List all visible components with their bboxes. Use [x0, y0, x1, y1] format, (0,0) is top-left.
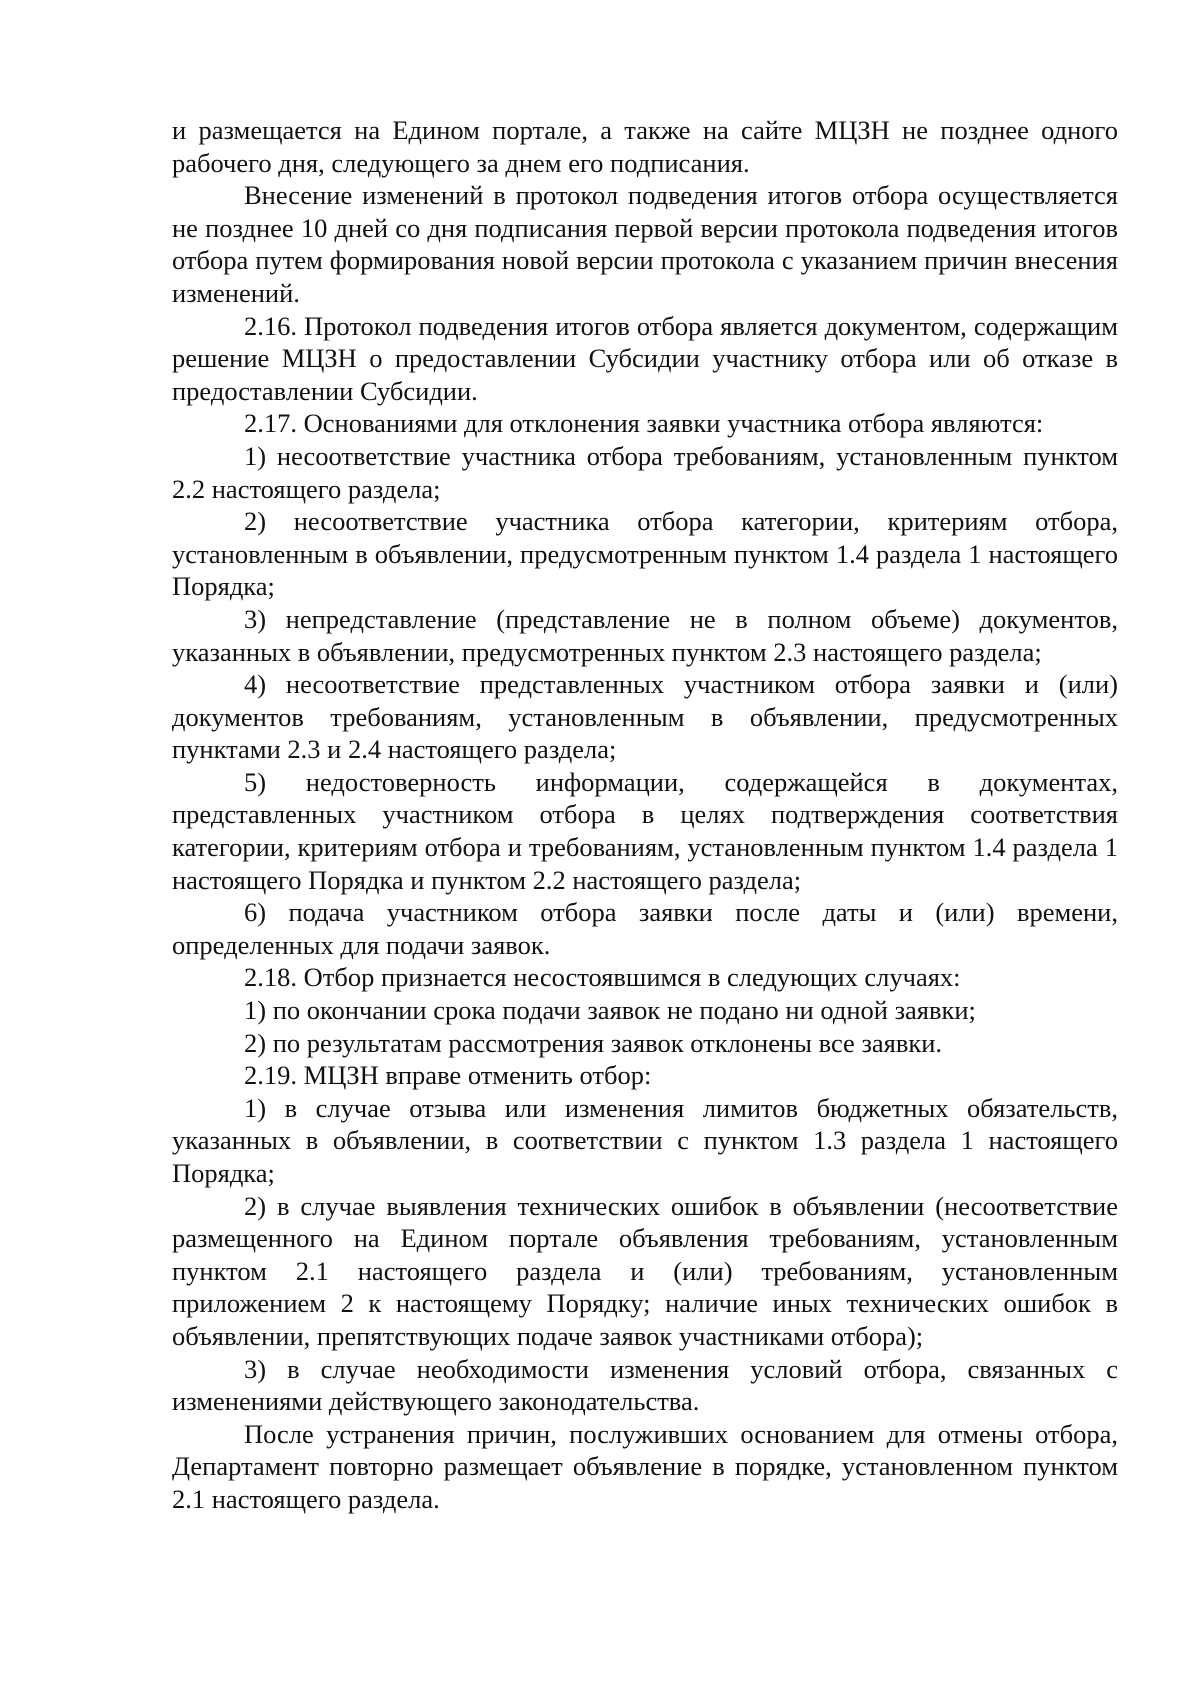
list-item-2-17-6: 6) подача участником отбора заявки после даты и (или) времени, определенных для подачи заявок. — [172, 897, 1118, 960]
list-item-2-19-1: 1) в случае отзыва или изменения лимитов бюджетных обязательств, указанных в объявлении, в соответствии с пунктом 1.3 раздела 1 настоящего Порядка; — [172, 1092, 1118, 1188]
list-item-2-19-2: 2) в случае выявления технических ошибок в объявлении (несоответствие размещенного на Едином портале объявления требованиям, установленным пунктом 2.1 настоящего раздела и (или) требованиям, установленным приложением 2 к настоящему Порядку; наличие иных технических ошибок в объявлении, препятствующих подаче заявок участниками отбора); — [172, 1190, 1118, 1351]
paragraph-2-17: 2.17. Основаниями для отклонения заявки участника отбора являются: — [244, 408, 1044, 439]
paragraph-2-16: 2.16. Протокол подведения итогов отбора является документом, содержащим решение МЦЗН о предоставлении Субсидии участнику отбора или об отказе в предоставлении Субсидии. — [172, 310, 1118, 406]
list-item-2-17-3: 3) непредставление (представление не в полном объеме) документов, указанных в объявлении, предусмотренных пунктом 2.3 настоящего раздела; — [172, 603, 1118, 667]
paragraph-continuation: и размещается на Едином портале, а также на сайте МЦЗН не позднее одного рабочего дня, следующего за днем его подписания. — [172, 115, 1118, 178]
list-item-2-17-1: 1) несоответствие участника отбора требованиям, установленным пунктом 2.2 настоящего раздела; — [172, 440, 1118, 504]
paragraph-after-elimination: После устранения причин, послуживших основанием для отмены отбора, Департамент повторно размещает объявление в порядке, установленном пунктом 2.1 настоящего раздела. — [172, 1418, 1118, 1514]
list-item-2-17-4: 4) несоответствие представленных участником отбора заявки и (или) документов требованиям, установленным в объявлении, предусмотренных пунктами 2.3 и 2.4 настоящего раздела; — [172, 669, 1118, 765]
list-item-2-17-2: 2) несоответствие участника отбора категории, критериям отбора, установленным в объявлении, предусмотренным пунктом 1.4 раздела 1 настоящего Порядка; — [172, 506, 1118, 602]
list-item-2-19-3: 3) в случае необходимости изменения условий отбора, связанных с изменениями действующего законодательства. — [172, 1353, 1118, 1417]
paragraph-2-19: 2.19. МЦЗН вправе отменить отбор: — [244, 1060, 652, 1091]
paragraph-protocol-changes: Внесение изменений в протокол подведения итогов отбора осуществляется не позднее 10 дней со дня подписания первой версии протокола подведения итогов отбора путем формирования новой версии протокола с указанием причин внесения изменений. — [172, 180, 1118, 308]
list-item-2-18-1: 1) по окончании срока подачи заявок не подано ни одной заявки; — [244, 995, 976, 1026]
paragraph-2-18: 2.18. Отбор признается несостоявшимся в следующих случаях: — [244, 962, 961, 993]
list-item-2-17-5: 5) недостоверность информации, содержащейся в документах, представленных участником отбора в целях подтверждения соответствия категории, критериям отбора и требованиям, установленным пунктом 1.4 раздела 1 настоящего Порядка и пунктом 2.2 настоящего раздела; — [172, 766, 1118, 895]
document-body — [172, 114, 1118, 1516]
list-item-2-18-2: 2) по результатам рассмотрения заявок отклонены все заявки. — [244, 1027, 943, 1058]
